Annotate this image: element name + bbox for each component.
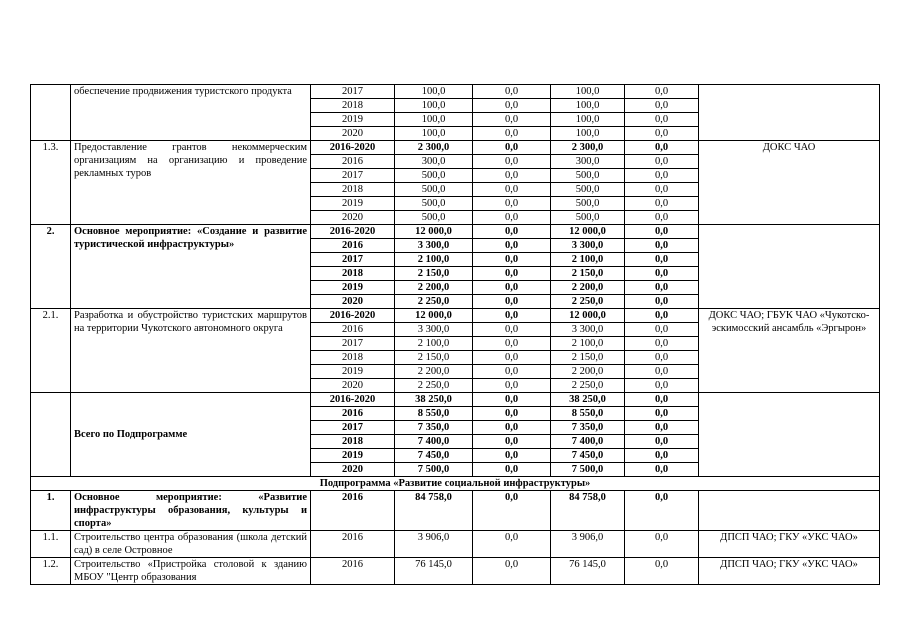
year-cell: 2019 — [311, 281, 395, 295]
value-cell: 0,0 — [473, 127, 551, 141]
value-cell: 100,0 — [551, 85, 625, 99]
year-cell: 2016 — [311, 155, 395, 169]
year-cell: 2016 — [311, 407, 395, 421]
value-cell: 0,0 — [473, 113, 551, 127]
year-cell: 2016-2020 — [311, 225, 395, 239]
value-cell: 84 758,0 — [551, 491, 625, 531]
row-number: 1.2. — [31, 558, 71, 585]
year-cell: 2016-2020 — [311, 393, 395, 407]
year-cell: 2018 — [311, 351, 395, 365]
year-cell: 2020 — [311, 295, 395, 309]
value-cell: 0,0 — [625, 421, 699, 435]
value-cell: 0,0 — [473, 435, 551, 449]
value-cell: 100,0 — [551, 113, 625, 127]
executor-cell — [699, 85, 880, 141]
value-cell: 100,0 — [395, 127, 473, 141]
year-cell: 2020 — [311, 211, 395, 225]
value-cell: 0,0 — [625, 239, 699, 253]
table-row — [31, 393, 880, 407]
year-cell: 2020 — [311, 127, 395, 141]
year-cell: 2016-2020 — [311, 141, 395, 155]
value-cell: 0,0 — [625, 267, 699, 281]
value-cell: 2 100,0 — [395, 253, 473, 267]
value-cell: 0,0 — [625, 211, 699, 225]
value-cell: 0,0 — [473, 197, 551, 211]
value-cell: 0,0 — [473, 421, 551, 435]
value-cell: 0,0 — [473, 323, 551, 337]
value-cell: 0,0 — [473, 379, 551, 393]
value-cell: 2 150,0 — [551, 267, 625, 281]
year-cell: 2019 — [311, 113, 395, 127]
year-cell: 2019 — [311, 365, 395, 379]
value-cell: 0,0 — [625, 531, 699, 558]
value-cell: 2 300,0 — [551, 141, 625, 155]
value-cell: 2 150,0 — [551, 351, 625, 365]
value-cell: 500,0 — [395, 183, 473, 197]
value-cell: 0,0 — [625, 309, 699, 323]
table-row — [31, 85, 880, 99]
year-cell: 2019 — [311, 197, 395, 211]
row-number — [31, 393, 71, 477]
executor-cell — [699, 393, 880, 477]
value-cell: 2 200,0 — [395, 281, 473, 295]
value-cell: 12 000,0 — [551, 225, 625, 239]
value-cell: 0,0 — [473, 267, 551, 281]
row-description: Строительство «Пристройка столовой к зданию МБОУ "Центр образования — [71, 558, 311, 585]
value-cell: 0,0 — [473, 558, 551, 585]
value-cell: 38 250,0 — [395, 393, 473, 407]
value-cell: 0,0 — [625, 558, 699, 585]
value-cell: 2 150,0 — [395, 351, 473, 365]
value-cell: 0,0 — [473, 337, 551, 351]
value-cell: 0,0 — [473, 351, 551, 365]
value-cell: 100,0 — [395, 113, 473, 127]
year-cell: 2020 — [311, 463, 395, 477]
value-cell: 0,0 — [473, 253, 551, 267]
value-cell: 500,0 — [551, 211, 625, 225]
year-cell: 2018 — [311, 99, 395, 113]
value-cell: 0,0 — [625, 281, 699, 295]
value-cell: 2 250,0 — [395, 379, 473, 393]
value-cell: 38 250,0 — [551, 393, 625, 407]
value-cell: 0,0 — [473, 531, 551, 558]
value-cell: 500,0 — [395, 169, 473, 183]
value-cell: 3 300,0 — [551, 323, 625, 337]
row-number: 1.3. — [31, 141, 71, 225]
value-cell: 0,0 — [473, 491, 551, 531]
table-row — [31, 225, 880, 239]
value-cell: 7 400,0 — [395, 435, 473, 449]
value-cell: 2 100,0 — [395, 337, 473, 351]
value-cell: 0,0 — [625, 323, 699, 337]
value-cell: 100,0 — [395, 85, 473, 99]
value-cell: 0,0 — [625, 253, 699, 267]
value-cell: 500,0 — [395, 211, 473, 225]
value-cell: 3 300,0 — [551, 239, 625, 253]
value-cell: 100,0 — [551, 99, 625, 113]
row-description: обеспечение продвижения туристского продукта — [71, 85, 311, 141]
value-cell: 12 000,0 — [551, 309, 625, 323]
year-cell: 2020 — [311, 379, 395, 393]
value-cell: 0,0 — [473, 169, 551, 183]
year-cell: 2016 — [311, 558, 395, 585]
value-cell: 8 550,0 — [395, 407, 473, 421]
year-cell: 2016 — [311, 531, 395, 558]
value-cell: 2 250,0 — [551, 379, 625, 393]
value-cell: 0,0 — [625, 351, 699, 365]
value-cell: 0,0 — [473, 85, 551, 99]
value-cell: 0,0 — [625, 365, 699, 379]
value-cell: 0,0 — [473, 463, 551, 477]
value-cell: 0,0 — [625, 85, 699, 99]
executor-cell: ДПСП ЧАО; ГКУ «УКС ЧАО» — [699, 558, 880, 585]
value-cell: 0,0 — [473, 155, 551, 169]
value-cell: 0,0 — [625, 295, 699, 309]
value-cell: 0,0 — [625, 169, 699, 183]
value-cell: 0,0 — [473, 393, 551, 407]
value-cell: 0,0 — [625, 141, 699, 155]
year-cell: 2018 — [311, 267, 395, 281]
executor-cell — [699, 225, 880, 309]
executor-cell — [699, 491, 880, 531]
value-cell: 300,0 — [551, 155, 625, 169]
table-row — [31, 491, 880, 531]
value-cell: 3 906,0 — [551, 531, 625, 558]
value-cell: 0,0 — [625, 197, 699, 211]
table-row — [31, 141, 880, 155]
row-description: Всего по Подпрограмме — [71, 393, 311, 477]
value-cell: 2 200,0 — [395, 365, 473, 379]
row-number: 2. — [31, 225, 71, 309]
value-cell: 0,0 — [473, 211, 551, 225]
year-cell: 2016-2020 — [311, 309, 395, 323]
row-description: Основное мероприятие: «Развитие инфраструктуры образования, культуры и спорта» — [71, 491, 311, 531]
year-cell: 2018 — [311, 183, 395, 197]
value-cell: 100,0 — [395, 99, 473, 113]
value-cell: 0,0 — [625, 127, 699, 141]
value-cell: 2 300,0 — [395, 141, 473, 155]
value-cell: 0,0 — [473, 295, 551, 309]
value-cell: 500,0 — [551, 197, 625, 211]
value-cell: 0,0 — [625, 99, 699, 113]
value-cell: 7 450,0 — [551, 449, 625, 463]
value-cell: 7 400,0 — [551, 435, 625, 449]
value-cell: 0,0 — [473, 407, 551, 421]
value-cell: 500,0 — [551, 169, 625, 183]
value-cell: 300,0 — [395, 155, 473, 169]
executor-cell: ДПСП ЧАО; ГКУ «УКС ЧАО» — [699, 531, 880, 558]
year-cell: 2016 — [311, 239, 395, 253]
year-cell: 2016 — [311, 323, 395, 337]
year-cell: 2017 — [311, 421, 395, 435]
value-cell: 76 145,0 — [395, 558, 473, 585]
value-cell: 0,0 — [625, 225, 699, 239]
value-cell: 0,0 — [625, 449, 699, 463]
row-number: 1.1. — [31, 531, 71, 558]
value-cell: 0,0 — [473, 449, 551, 463]
row-description: Предоставление грантов некоммерческим организациям на организацию и проведение рекламных туров — [71, 141, 311, 225]
value-cell: 3 300,0 — [395, 323, 473, 337]
value-cell: 2 100,0 — [551, 337, 625, 351]
value-cell: 84 758,0 — [395, 491, 473, 531]
value-cell: 0,0 — [625, 491, 699, 531]
year-cell: 2019 — [311, 449, 395, 463]
table-row — [31, 558, 880, 585]
value-cell: 2 200,0 — [551, 365, 625, 379]
value-cell: 3 906,0 — [395, 531, 473, 558]
year-cell: 2016 — [311, 491, 395, 531]
value-cell: 76 145,0 — [551, 558, 625, 585]
year-cell: 2018 — [311, 435, 395, 449]
value-cell: 0,0 — [473, 99, 551, 113]
value-cell: 0,0 — [625, 155, 699, 169]
table-row — [31, 531, 880, 558]
row-number: 2.1. — [31, 309, 71, 393]
value-cell: 7 500,0 — [551, 463, 625, 477]
value-cell: 100,0 — [551, 127, 625, 141]
value-cell: 0,0 — [473, 365, 551, 379]
row-number: 1. — [31, 491, 71, 531]
value-cell: 0,0 — [473, 239, 551, 253]
year-cell: 2017 — [311, 253, 395, 267]
value-cell: 7 450,0 — [395, 449, 473, 463]
value-cell: 8 550,0 — [551, 407, 625, 421]
value-cell: 0,0 — [625, 183, 699, 197]
value-cell: 2 100,0 — [551, 253, 625, 267]
executor-cell: ДОКС ЧАО — [699, 141, 880, 225]
row-description: Разработка и обустройство туристских маршрутов на территории Чукотского автономного округа — [71, 309, 311, 393]
value-cell: 0,0 — [473, 141, 551, 155]
value-cell: 0,0 — [473, 183, 551, 197]
row-number — [31, 85, 71, 141]
value-cell: 2 250,0 — [551, 295, 625, 309]
value-cell: 0,0 — [473, 281, 551, 295]
row-description: Строительство центра образования (школа детский сад) в селе Островное — [71, 531, 311, 558]
value-cell: 0,0 — [625, 113, 699, 127]
section-header-row — [31, 477, 880, 491]
executor-cell: ДОКС ЧАО; ГБУК ЧАО «Чукотско-эскимосский ансамбль «Эргырон» — [699, 309, 880, 393]
value-cell: 0,0 — [625, 393, 699, 407]
year-cell: 2017 — [311, 169, 395, 183]
value-cell: 12 000,0 — [395, 225, 473, 239]
value-cell: 2 250,0 — [395, 295, 473, 309]
value-cell: 2 150,0 — [395, 267, 473, 281]
value-cell: 0,0 — [473, 225, 551, 239]
row-description: Основное мероприятие: «Создание и развитие туристической инфраструктуры» — [71, 225, 311, 309]
value-cell: 7 350,0 — [395, 421, 473, 435]
value-cell: 3 300,0 — [395, 239, 473, 253]
value-cell: 12 000,0 — [395, 309, 473, 323]
year-cell: 2017 — [311, 337, 395, 351]
budget-table — [30, 84, 880, 585]
value-cell: 0,0 — [625, 463, 699, 477]
value-cell: 7 500,0 — [395, 463, 473, 477]
value-cell: 2 200,0 — [551, 281, 625, 295]
section-title: Подпрограмма «Развитие социальной инфраструктуры» — [31, 477, 880, 491]
year-cell: 2017 — [311, 85, 395, 99]
value-cell: 500,0 — [395, 197, 473, 211]
value-cell: 0,0 — [625, 337, 699, 351]
value-cell: 7 350,0 — [551, 421, 625, 435]
value-cell: 0,0 — [625, 435, 699, 449]
value-cell: 0,0 — [625, 379, 699, 393]
value-cell: 0,0 — [625, 407, 699, 421]
value-cell: 500,0 — [551, 183, 625, 197]
value-cell: 0,0 — [473, 309, 551, 323]
table-row — [31, 309, 880, 323]
